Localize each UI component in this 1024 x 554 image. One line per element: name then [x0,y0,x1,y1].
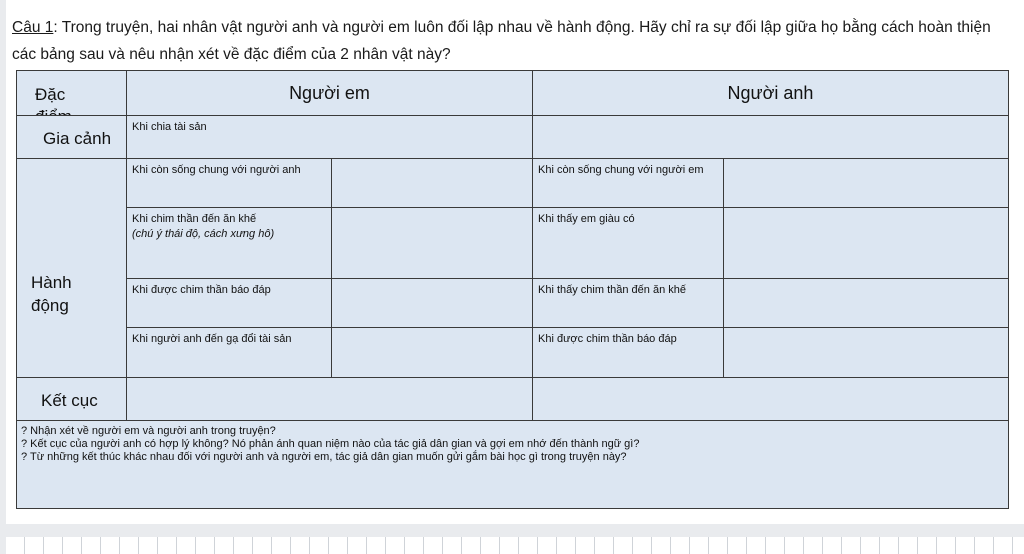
header-elder-label: Người anh [727,82,814,103]
action-younger-prompt-2 [126,207,332,279]
action-younger-answer-1[interactable] [331,158,533,208]
header-feature: Đặc [35,85,66,104]
action-elder-prompt-1 [532,158,724,208]
prompt-hint: (chú ý thái độ, cách xưng hô) [132,228,275,240]
outcome-elder-cell[interactable] [532,377,1009,421]
action-elder-prompt-3 [532,278,724,328]
action-younger-prompt-4 [126,327,332,378]
prompt-text: Khi được chim thần báo đáp [538,333,677,345]
prompt-text: Khi thấy em giàu có [538,213,635,225]
action-younger-answer-4[interactable] [331,327,533,378]
note-2: ? Kết cục của người anh có hợp lý không? Nó phản ánh quan niệm nào của tác giả dân gian và gợi em nhớ đến thành ngữ gì? [21,438,640,450]
family-label: Gia cảnh [43,129,112,148]
prompt-text: Khi còn sống chung với người anh [132,164,301,176]
outcome-label-cell [16,377,127,421]
question-label: Câu 1 [12,19,54,36]
action-elder-prompt-2 [532,207,724,279]
prompt-text: Khi được chim thần báo đáp [132,284,271,296]
action-elder-answer-1[interactable] [723,158,1009,208]
note-1: ? Nhận xét về người em và người anh trong truyện? [21,425,276,437]
header-younger-label: Người em [289,82,370,103]
prompt-text: Khi còn sống chung với người em [538,164,704,176]
family-label-cell [16,115,127,159]
action-label: Hành động [31,273,72,315]
action-younger-prompt-3 [126,278,332,328]
family-younger-prompt: Khi chia tài sản [132,121,207,133]
action-elder-answer-4[interactable] [723,327,1009,378]
action-elder-answer-3[interactable] [723,278,1009,328]
outcome-younger-cell[interactable] [126,377,533,421]
outcome-label: Kết cục [41,391,98,410]
prompt-text: Khi thấy chim thần đến ăn khế [538,284,686,296]
next-page-edge [6,537,1024,554]
action-younger-answer-2[interactable] [331,207,533,279]
action-younger-prompt-1 [126,158,332,208]
header-feature-cell [16,70,127,116]
note-3: ? Từ những kết thúc khác nhau đối với người anh và người em, tác giả dân gian muốn gửi gắm bài học gì trong truyện này? [21,451,627,463]
header-younger [126,70,533,116]
header-elder [532,70,1009,116]
question-body: : Trong truyện, hai nhân vật người anh và người em luôn đối lập nhau về hành động. Hãy chỉ ra sự đối lập giữa họ bằng cách hoàn thiện các bảng sau và nêu nhận xét về đặc điểm của 2 nhân vật này? [12,19,991,63]
question-text [12,14,1016,68]
action-younger-answer-3[interactable] [331,278,533,328]
notes-cell[interactable] [16,420,1009,509]
prompt-text: Khi chim thần đến ăn khế [132,213,257,225]
prompt-text: Khi người anh đến gạ đổi tài sản [132,333,292,345]
action-elder-prompt-4 [532,327,724,378]
action-elder-answer-2[interactable] [723,207,1009,279]
action-label-cell [16,158,127,378]
family-elder-cell[interactable] [532,115,1009,159]
family-younger-cell[interactable] [126,115,533,159]
